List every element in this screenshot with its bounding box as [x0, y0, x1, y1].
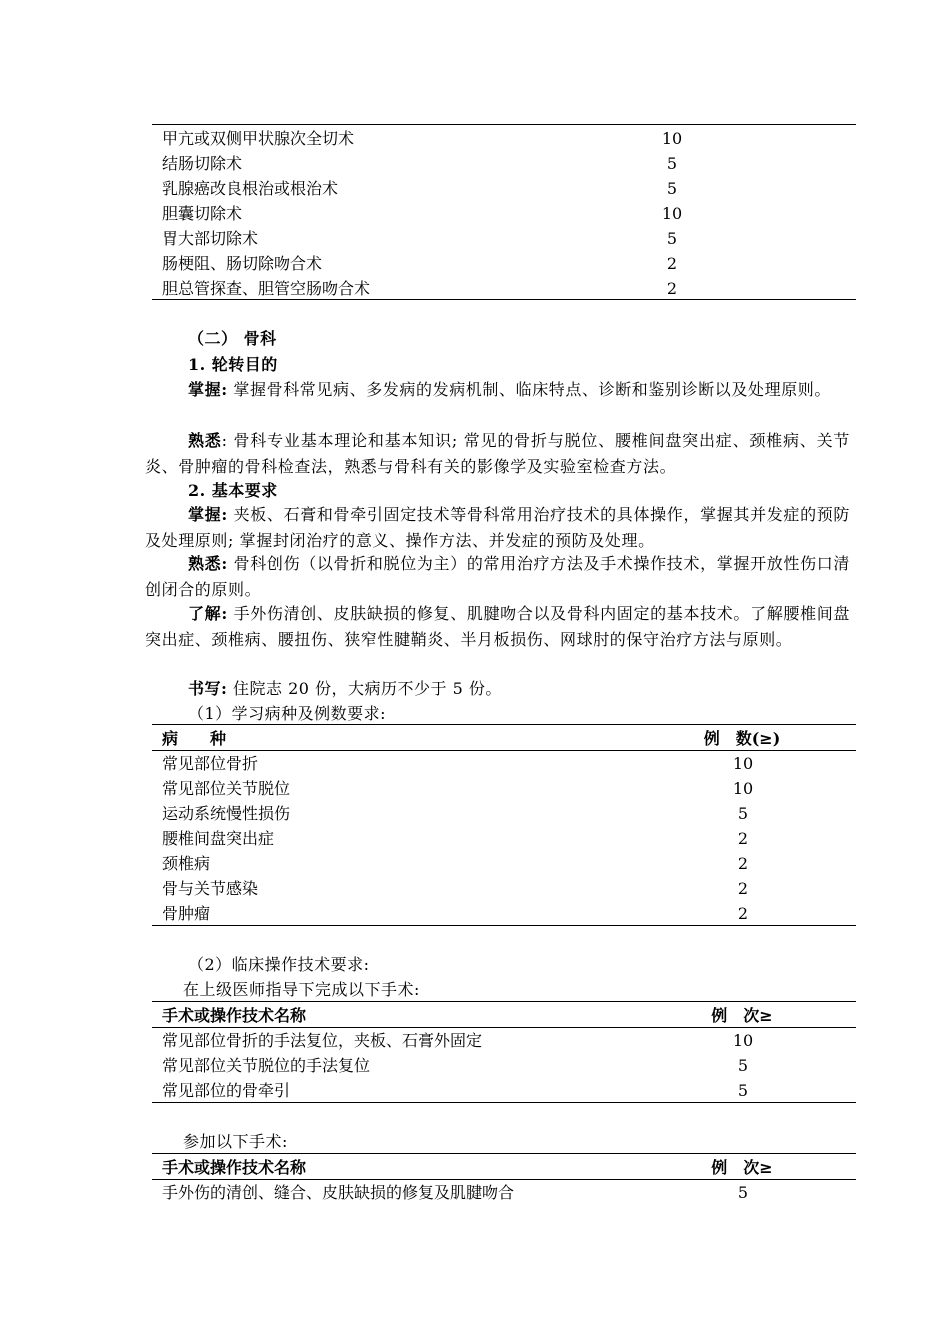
table-row	[152, 801, 856, 826]
top-surgery-table	[152, 126, 856, 301]
table-row	[152, 1028, 856, 1053]
surgery-count: 2	[666, 254, 678, 273]
surgery-name: 乳腺癌改良根治或根治术	[162, 179, 339, 198]
text-writing: 住院志 20 份，大病历不少于 5 份。	[227, 679, 502, 698]
operation-count: 5	[737, 1183, 749, 1202]
operations-intro: 在上级医师指导下完成以下手术:	[183, 980, 420, 999]
disease-name: 骨肿瘤	[162, 904, 211, 923]
heading-rotation-purpose: 1. 轮转目的	[188, 355, 278, 374]
sub-heading-diseases: （1）学习病种及例数要求:	[188, 704, 387, 723]
assist-table-top-rule	[152, 1153, 856, 1154]
table-row	[152, 251, 856, 276]
label-familiar-2: 熟悉:	[188, 554, 228, 573]
text-master: 掌握骨科常见病、多发病的发病机制、临床特点、诊断和鉴别诊断以及处理原则。	[227, 380, 832, 399]
label-familiar: 熟悉	[188, 431, 222, 450]
operation-name: 常见部位骨折的手法复位，夹板、石膏外固定	[162, 1031, 483, 1050]
paragraph-master-2	[145, 502, 850, 553]
sub-heading-operations: （2）临床操作技术要求:	[188, 955, 370, 974]
surgery-count: 10	[661, 204, 683, 223]
table-row	[152, 776, 856, 801]
text-master-2: 夹板、石膏和骨牵引固定技术等骨科常用治疗技术的具体操作，掌握其并发症的预防及处理原则; 掌握封闭治疗的意义、操作方法、并发症的预防及处理。	[145, 505, 850, 550]
top-table-top-rule	[152, 124, 856, 125]
heading-basic-requirements: 2. 基本要求	[188, 481, 278, 500]
header-count: 例 数(≥)	[703, 729, 781, 748]
surgery-count: 10	[661, 129, 683, 148]
surgery-count: 5	[666, 179, 678, 198]
surgery-name: 胆囊切除术	[162, 204, 243, 223]
table-row	[152, 151, 856, 176]
table-row	[152, 751, 856, 776]
paragraph-writing	[188, 676, 502, 701]
disease-name: 常见部位关节脱位	[162, 779, 291, 798]
disease-table-body	[152, 751, 856, 926]
table-row	[152, 876, 856, 901]
disease-name: 腰椎间盘突出症	[162, 829, 275, 848]
table-row	[152, 1078, 856, 1103]
surgery-name: 甲亢或双侧甲状腺次全切术	[162, 129, 355, 148]
label-master: 掌握:	[188, 380, 228, 399]
assist-table	[152, 1155, 856, 1180]
table-row	[152, 1053, 856, 1078]
disease-count: 5	[737, 804, 749, 823]
label-understand: 了解:	[188, 604, 228, 623]
table-row	[152, 851, 856, 876]
surgery-name: 肠梗阻、肠切除吻合术	[162, 254, 323, 273]
surgery-count: 2	[666, 279, 678, 298]
label-writing: 书写:	[188, 679, 228, 698]
table-row	[152, 226, 856, 251]
disease-name: 常见部位骨折	[162, 754, 259, 773]
surgery-name: 胆总管探查、胆管空肠吻合术	[162, 279, 371, 298]
disease-table	[152, 726, 856, 751]
operation-name: 常见部位关节脱位的手法复位	[162, 1056, 371, 1075]
section-title: （二） 骨科	[188, 329, 277, 348]
disease-name: 颈椎病	[162, 854, 211, 873]
operation-name: 常见部位的骨牵引	[162, 1081, 291, 1100]
disease-count: 2	[737, 854, 749, 873]
paragraph-master	[145, 377, 850, 403]
assist-intro: 参加以下手术:	[183, 1132, 288, 1151]
disease-count: 2	[737, 904, 749, 923]
paragraph-understand	[145, 601, 850, 652]
text-understand: 手外伤清创、皮肤缺损的修复、肌腱吻合以及骨科内固定的基本技术。了解腰椎间盘突出症、颈椎病、腰扭伤、狭窄性腱鞘炎、半月板损伤、网球肘的保守治疗方法与原则。	[145, 604, 850, 649]
top-table-bottom-rule	[152, 299, 856, 300]
ops-table	[152, 1003, 856, 1028]
header-operation: 手术或操作技术名称	[162, 1158, 307, 1177]
operation-count: 10	[732, 1031, 754, 1050]
text-familiar-2: 骨科创伤（以骨折和脱位为主）的常用治疗方法及手术操作技术，掌握开放性伤口清创闭合的原则。	[145, 554, 850, 599]
table-header-row	[152, 1003, 856, 1028]
assist-table-body	[152, 1180, 856, 1205]
table-row	[152, 901, 856, 926]
ops-table-top-rule	[152, 1001, 856, 1002]
operation-count: 5	[737, 1081, 749, 1100]
surgery-count: 5	[666, 154, 678, 173]
surgery-name: 结肠切除术	[162, 154, 243, 173]
surgery-name: 胃大部切除术	[162, 229, 259, 248]
header-operation: 手术或操作技术名称	[162, 1006, 307, 1025]
surgery-count: 5	[666, 229, 678, 248]
table-row	[152, 826, 856, 851]
table-row	[152, 1180, 856, 1205]
table-row	[152, 201, 856, 226]
disease-table-bottom-rule	[152, 925, 856, 926]
ops-table-body	[152, 1028, 856, 1103]
disease-count: 10	[732, 779, 754, 798]
label-master-2: 掌握:	[188, 505, 228, 524]
table-header-row	[152, 726, 856, 751]
table-row	[152, 126, 856, 151]
table-header-row	[152, 1155, 856, 1180]
disease-count: 2	[737, 879, 749, 898]
table-row	[152, 276, 856, 301]
operation-count: 5	[737, 1056, 749, 1075]
ops-table-bottom-rule	[152, 1102, 856, 1103]
header-disease: 病 种	[162, 729, 227, 748]
disease-name: 运动系统慢性损伤	[162, 804, 291, 823]
text-familiar: : 骨科专业基本理论和基本知识; 常见的骨折与脱位、腰椎间盘突出症、颈椎病、关节炎、骨肿瘤的骨科检查法，熟悉与骨科有关的影像学及实验室检查方法。	[145, 431, 850, 476]
disease-name: 骨与关节感染	[162, 879, 259, 898]
operation-name: 手外伤的清创、缝合、皮肤缺损的修复及肌腱吻合	[162, 1183, 515, 1202]
disease-count: 2	[737, 829, 749, 848]
paragraph-familiar-2	[145, 551, 850, 602]
table-row	[152, 176, 856, 201]
disease-table-top-rule	[152, 724, 856, 725]
header-count: 例 次≥	[711, 1158, 773, 1177]
disease-count: 10	[732, 754, 754, 773]
header-count: 例 次≥	[711, 1006, 773, 1025]
paragraph-familiar	[145, 428, 850, 479]
